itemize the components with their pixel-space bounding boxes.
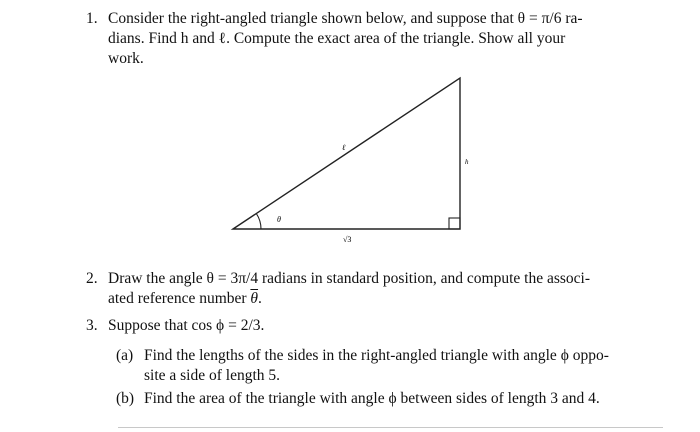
- vertical-side-label: h: [465, 158, 469, 166]
- right-angle-marker: [449, 218, 460, 229]
- right-triangle-figure: [225, 74, 475, 249]
- problem-text-prefix: ated reference number: [108, 290, 251, 307]
- problem-number: 3.: [86, 317, 98, 334]
- problem-text-line: Consider the right-angled triangle shown below, and suppose that θ = π/6 ra-: [108, 10, 583, 27]
- problem-1: [86, 9, 583, 69]
- part-text-line: Find the area of the triangle with angle ϕ between sides of length 3 and 4.: [144, 390, 600, 407]
- problem-2: [86, 269, 590, 309]
- part-label: (a): [116, 347, 134, 364]
- problem-text: [108, 9, 583, 69]
- problem-text-line: [108, 289, 590, 309]
- problem-3-part-b: [116, 389, 600, 409]
- reference-angle-symbol: $\overline{\theta}$: [250, 290, 259, 307]
- base-label: √3: [343, 235, 352, 244]
- problem-text: [108, 269, 590, 309]
- part-text: [144, 346, 609, 386]
- hypotenuse-label: ℓ: [342, 143, 346, 152]
- part-text: [144, 389, 600, 409]
- part-text-line: site a side of length 5.: [144, 367, 281, 384]
- problem-3: [86, 316, 264, 336]
- problem-3-part-a: [116, 346, 609, 386]
- problem-text: [108, 316, 264, 336]
- bottom-divider: [118, 427, 663, 428]
- problem-text-line: dians. Find h and ℓ. Compute the exact area of the triangle. Show all your: [108, 30, 566, 47]
- part-text-line: Find the lengths of the sides in the right-angled triangle with angle ϕ oppo-: [144, 347, 609, 364]
- part-label: (b): [116, 390, 135, 407]
- angle-label: θ: [277, 215, 281, 224]
- problem-number: 2.: [86, 270, 98, 287]
- angle-arc: [256, 214, 261, 230]
- problem-text-suffix: .: [258, 290, 262, 307]
- problem-text-line: work.: [108, 50, 144, 67]
- problem-text-line: Suppose that cos ϕ = 2/3.: [108, 317, 265, 334]
- problem-number: 1.: [86, 10, 98, 27]
- problem-text-line: Draw the angle θ = 3π/4 radians in standard position, and compute the associ-: [108, 270, 590, 287]
- triangle-outline: [233, 78, 460, 229]
